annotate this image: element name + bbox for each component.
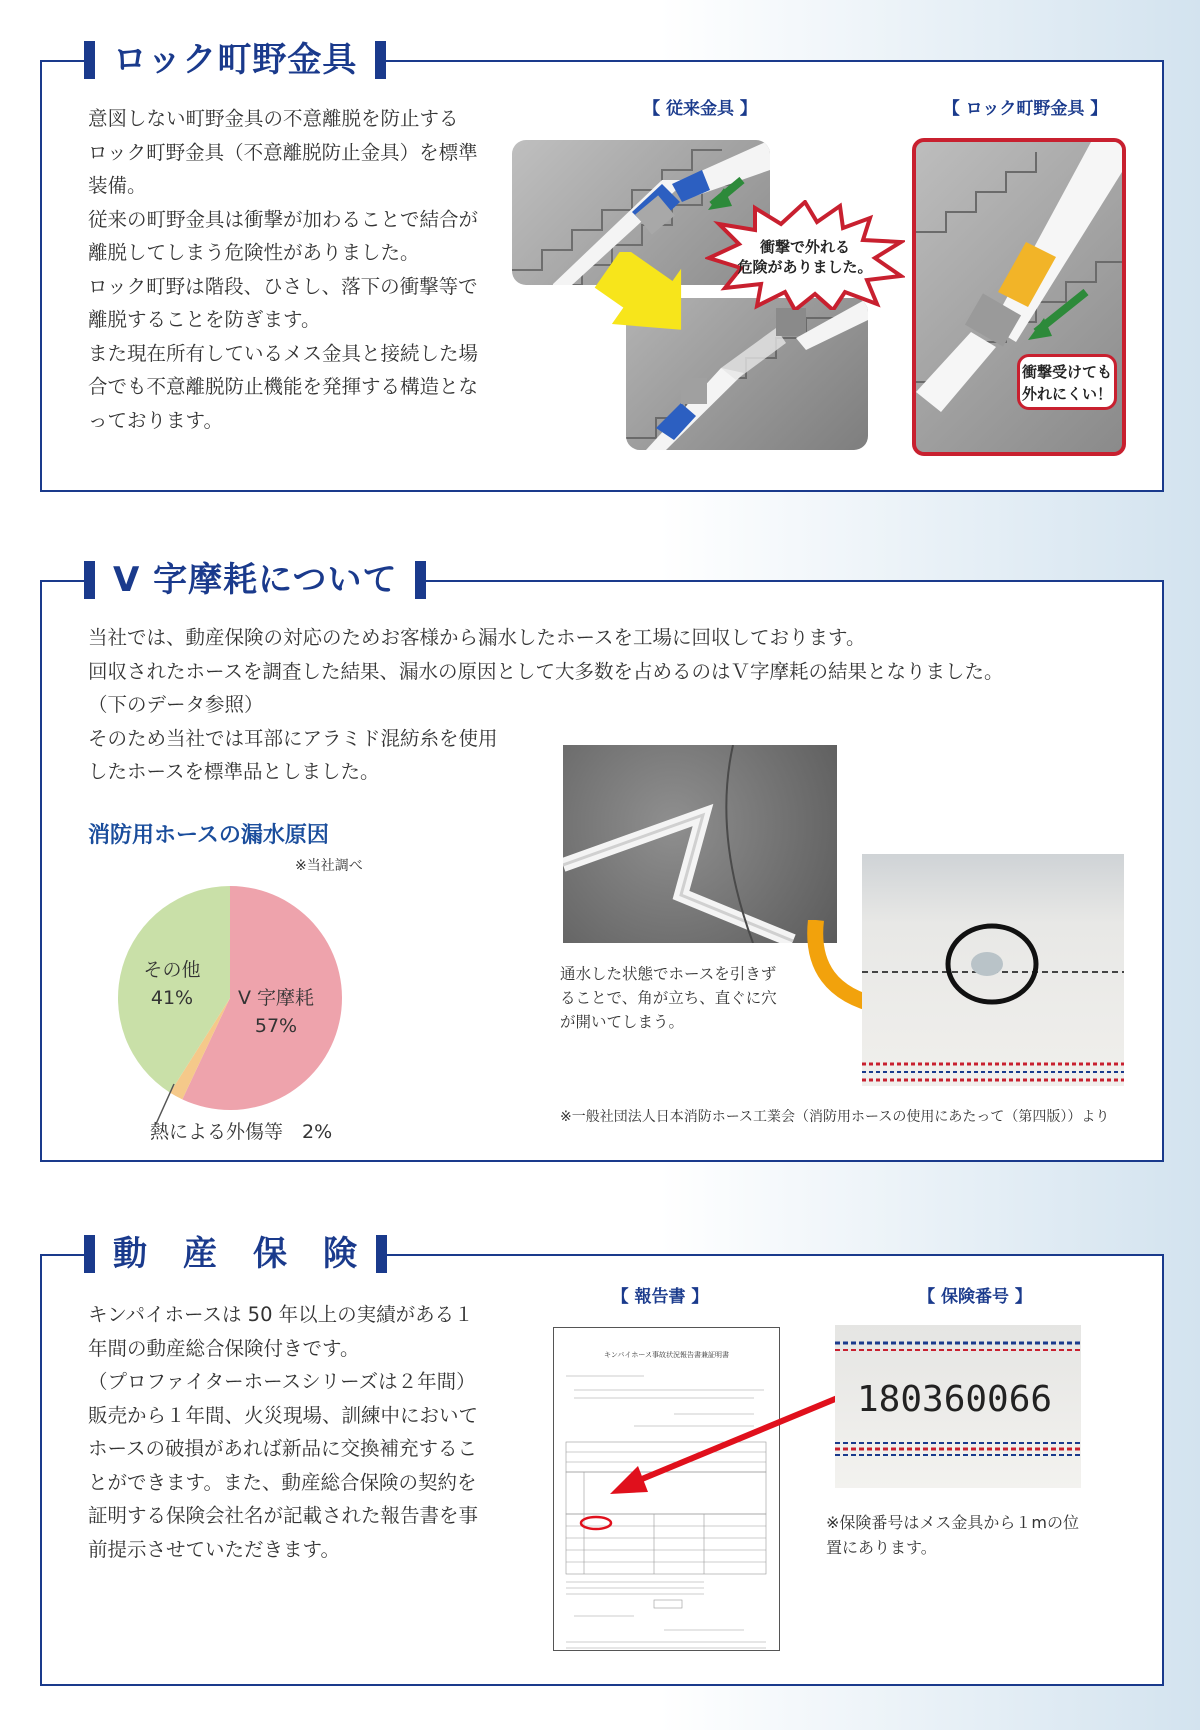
section-title xyxy=(84,557,426,603)
title-bar-left xyxy=(84,1235,95,1273)
title-bar-left xyxy=(84,561,95,599)
burst-text: 衝撃で外れる xyxy=(759,238,851,256)
title-bar-right xyxy=(376,1235,387,1273)
paragraph: したホースを標準品としました。 xyxy=(88,760,380,783)
insurance-number-note: ※保険番号はメス金具から１mの位置にあります。 xyxy=(826,1513,1079,1557)
spacer xyxy=(283,1121,302,1143)
slice-label: 熱による外傷等 xyxy=(150,1121,284,1143)
slice-value: 57% xyxy=(254,1015,298,1037)
bubble-text: 衝撃受けても xyxy=(1021,363,1112,381)
paragraph: 従来の町野金具は衝撃が加わることで結合が離脱してしまう危険性がありました。 xyxy=(88,207,479,264)
chart-note: ※当社調べ xyxy=(295,858,363,874)
burst-text: 危険がありました。 xyxy=(737,258,873,276)
insurance-number-text: 180360066 xyxy=(857,1379,1053,1420)
caption-lock-fitting: 【 ロック町野金具 】 xyxy=(942,99,1108,119)
arrow-down-icon xyxy=(588,252,698,342)
bubble-text: 外れにくい！ xyxy=(1021,385,1112,403)
speech-bubble xyxy=(1017,354,1117,410)
paragraph: 当社では、動産保険の対応のためお客様から漏水したホースを工場に回収しております。 xyxy=(88,626,866,649)
section-title-text: 動 産 保 険 xyxy=(95,1231,376,1277)
red-arrow-icon xyxy=(600,1380,860,1500)
lock-fitting-description xyxy=(88,102,478,437)
impact-burst xyxy=(705,200,905,310)
caption-insurance-number: 【 保険番号 】 xyxy=(918,1287,1032,1307)
pie-label-other xyxy=(128,956,216,1012)
paragraph: キンパイホースは 50 年以上の実績がある１年間の動産総合保険付きです。 xyxy=(88,1303,474,1360)
hose-drag-photo xyxy=(563,745,837,943)
insurance-description xyxy=(88,1298,478,1566)
paragraph: 意図しない町野金具の不意離脱を防止するロック町野金具（不意離脱防止金具）を標準装備。 xyxy=(88,107,478,197)
paragraph: また現在所有しているメス金具と接続した場合でも不意離脱防止機能を発揮する構造となっております。 xyxy=(88,341,479,432)
paragraph: そのため当社では耳部にアラミド混紡糸を使用 xyxy=(88,726,498,750)
pie-label-v-wear xyxy=(226,984,326,1040)
paragraph: 回収されたホースを調査した結果、漏水の原因として大多数を占めるのはＶ字摩耗の結果となりました。 xyxy=(88,659,1004,683)
pie-label-heat xyxy=(150,1118,390,1146)
chart-title: 消防用ホースの漏水原因 xyxy=(88,823,329,848)
source-note: ※一般社団法人日本消防ホース工業会（消防用ホースの使用にあたって（第四版））より xyxy=(560,1109,1110,1125)
paragraph: ロック町野は階段、ひさし、落下の衝撃等で離脱することを防ぎます。 xyxy=(88,274,478,331)
hose-fabric xyxy=(862,854,1124,1086)
title-bar-left xyxy=(84,41,95,79)
paragraph: 販売から１年間、火災現場、訓練中においてホースの破損があれば新品に交換補充することができます。また、動産総合保険の契約を証明する保険会社名が記載された報告書を事前提示させていただきます。 xyxy=(88,1403,479,1561)
title-bar-right xyxy=(415,561,426,599)
section-title-text: V 字摩耗について xyxy=(95,557,415,603)
slice-value: 41% xyxy=(150,987,194,1009)
hose-hole-closeup-photo xyxy=(862,854,1124,1086)
section-title-text: ロック町野金具 xyxy=(95,37,375,83)
caption-report: 【 報告書 】 xyxy=(611,1287,709,1307)
photo-caption: 通水した状態でホースを引きずることで、角が立ち、直ぐに穴が開いてしまう。 xyxy=(560,965,777,1031)
paragraph: （プロファイターホースシリーズは２年間） xyxy=(88,1370,476,1393)
title-bar-right xyxy=(375,41,386,79)
slice-label: V 字摩耗 xyxy=(237,987,315,1009)
section-title xyxy=(84,1231,387,1277)
hose-fabric xyxy=(835,1325,1081,1488)
paragraph: （下のデータ参照） xyxy=(88,693,264,716)
report-heading: キンパイホース事故状況報告書兼証明書 xyxy=(603,1351,730,1359)
section-title xyxy=(84,37,386,83)
slice-value: 2% xyxy=(302,1121,333,1143)
hose-on-ground xyxy=(563,745,837,943)
slice-label: その他 xyxy=(143,959,201,981)
caption-old-fitting: 【 従来金具 】 xyxy=(643,99,757,119)
insurance-number-photo xyxy=(835,1325,1081,1488)
